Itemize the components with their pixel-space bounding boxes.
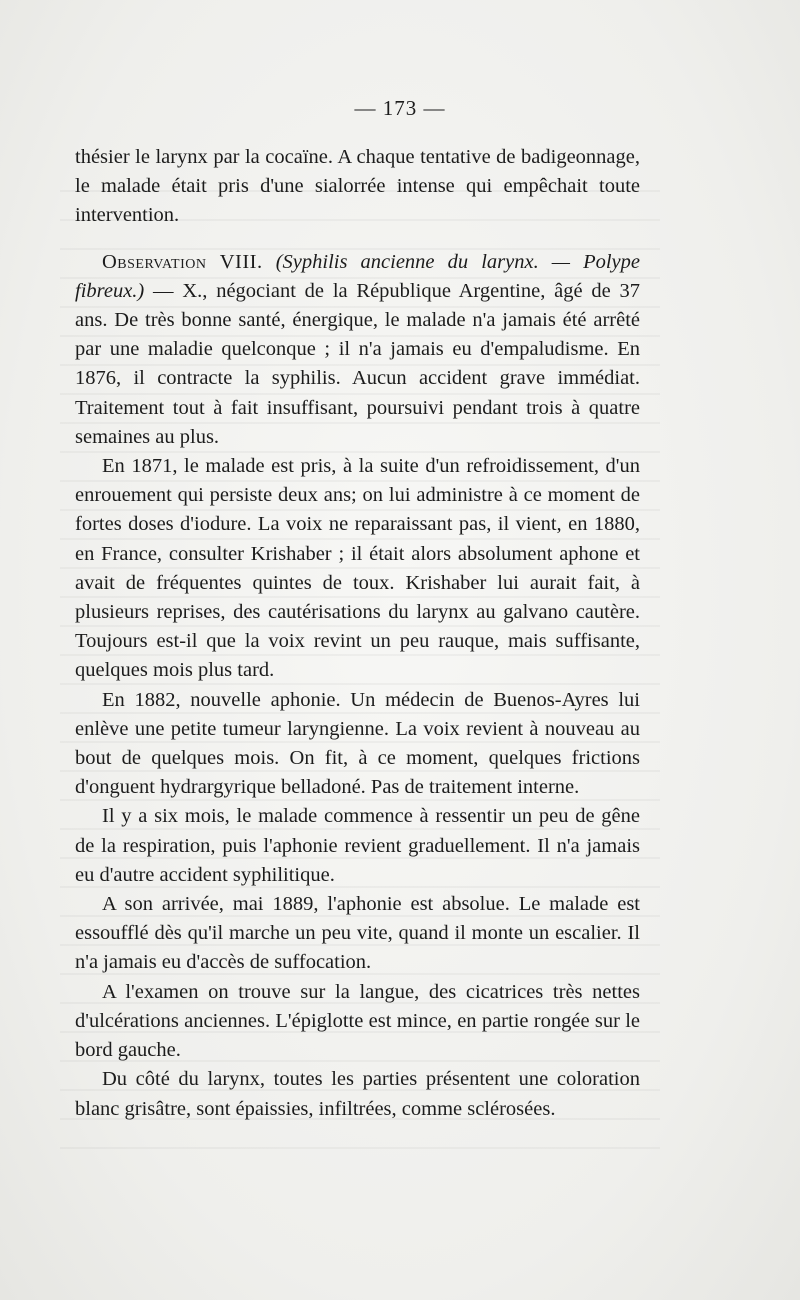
paragraph-6: A son arrivée, mai 1889, l'aphonie est absolue. Le malade est essoufflé dès qu'il marche un peu vite, quand il monte un escalier. Il n'a jamais eu d'accès de suffocation. — [75, 893, 640, 974]
paragraph-5: Il y a six mois, le malade commence à ressentir un peu de gêne de la respiration, puis l'aphonie revient graduellement. Il n'a jamais eu d'autre accident syphilitique. — [75, 805, 640, 886]
page-number: — 173 — — [354, 96, 446, 120]
paragraph-8: Du côté du larynx, toutes les parties présentent une coloration blanc grisâtre, sont épaissies, infiltrées, comme sclérosées. — [75, 1068, 640, 1120]
observation-body: — X., négociant de la République Argentine, âgé de 37 ans. De très bonne santé, énergique, le malade n'a jamais été arrêté par une maladie quelconque ; il n'a jamais eu d'empaludisme. En 1876, il contracte la syphilis. Aucun accident grave immédiat. Traitement tout à fait insuffisant, poursuivi pendant trois à quatre semaines au plus. — [75, 279, 640, 448]
paragraph-3: En 1871, le malade est pris, à la suite d'un refroidissement, d'un enrouement qui persiste deux ans; on lui administre à ce moment de fortes doses d'iodure. La voix ne reparaissant pas, il vient, en 1880, en France, consulter Krishaber ; il était alors absolument aphone et avait de fréquentes quintes de toux. Krishaber lui aurait fait, à plusieurs reprises, des cautérisations du larynx au galvano cautère. Toujours est-il que la voix revint un peu rauque, mais suffisante, quelques mois plus tard. — [75, 455, 640, 682]
paragraph-7: A l'examen on trouve sur la langue, des cicatrices très nettes d'ulcérations anciennes. L'épiglotte est mince, en partie rongée sur le bord gauche. — [75, 980, 640, 1062]
paragraph-observation — [75, 248, 640, 452]
body-text — [75, 143, 640, 1124]
paragraph-1: thésier le larynx par la cocaïne. A chaque tentative de badigeonnage, le malade était pris d'une sialorrée intense qui empêchait toute intervention. — [75, 146, 640, 227]
observation-title: (Syphilis ancienne du larynx. — Polype fibreux.) — [75, 250, 641, 302]
paragraph-4: En 1882, nouvelle aphonie. Un médecin de Buenos-Ayres lui enlève une petite tumeur laryngienne. La voix revient à nouveau au bout de quelques mois. On fit, à ce moment, quelques frictions d'onguent hydrargyrique belladoné. Pas de traitement interne. — [75, 688, 640, 799]
observation-heading: Observation VIII. — [102, 250, 263, 273]
